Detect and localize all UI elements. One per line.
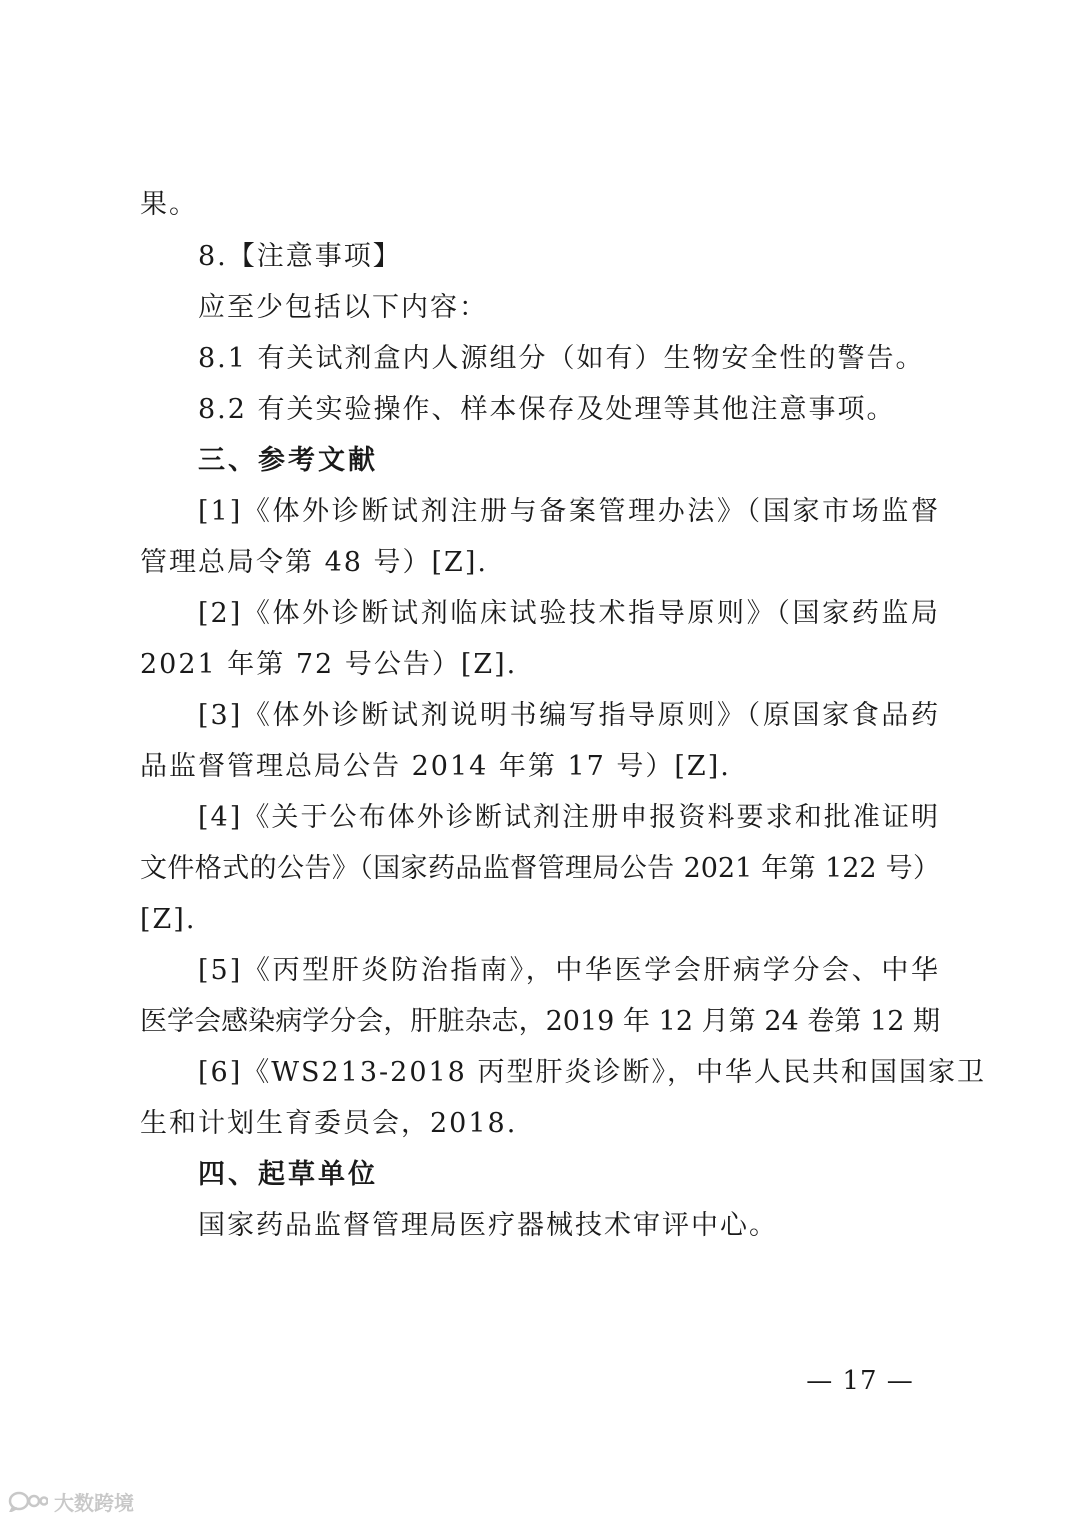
reference-4-line-1: [4]《关于公布体外诊断试剂注册申报资料要求和批准证明 — [198, 802, 940, 833]
reference-5-line-2: 医学会感染病学分会，肝脏杂志，2019 年 12 月第 24 卷第 12 期 — [140, 1006, 940, 1037]
list-item-8-2: 8.2 有关实验操作、样本保存及处理等其他注意事项。 — [198, 394, 896, 425]
section-8-heading: 8.【注意事项】 — [198, 241, 402, 272]
page-number: — 17 — — [806, 1366, 914, 1396]
body-text-line: 应至少包括以下内容： — [198, 292, 488, 323]
watermark-text: 大数跨境 — [54, 1490, 134, 1515]
drafting-unit-text: 国家药品监督管理局医疗器械技术审评中心。 — [198, 1210, 778, 1241]
reference-1-line-2: 管理总局令第 48 号）[Z]. — [140, 547, 488, 578]
reference-3-line-1: [3]《体外诊断试剂说明书编写指导原则》（原国家食品药 — [198, 700, 940, 731]
references-heading: 三、参考文献 — [198, 445, 378, 476]
reference-6-line-2: 生和计划生育委员会，2018. — [140, 1108, 518, 1139]
speech-bubble-logo-icon — [8, 1490, 48, 1512]
reference-2-line-2: 2021 年第 72 号公告）[Z]. — [140, 649, 518, 680]
reference-4-line-3: [Z]. — [140, 904, 197, 935]
drafting-unit-heading: 四、起草单位 — [198, 1159, 378, 1190]
reference-4-line-2: 文件格式的公告》（国家药品监督管理局公告 2021 年第 122 号） — [140, 853, 940, 884]
reference-6-line-1: [6]《WS213-2018 丙型肝炎诊断》，中华人民共和国国家卫 — [198, 1057, 986, 1088]
reference-5-line-1: [5]《丙型肝炎防治指南》，中华医学会肝病学分会、中华 — [198, 955, 940, 986]
body-text-line: 果。 — [140, 189, 198, 220]
reference-3-line-2: 品监督管理总局公告 2014 年第 17 号）[Z]. — [140, 751, 731, 782]
watermark — [8, 1488, 134, 1514]
reference-2-line-1: [2]《体外诊断试剂临床试验技术指导原则》（国家药监局 — [198, 598, 940, 629]
list-item-8-1: 8.1 有关试剂盒内人源组分（如有）生物安全性的警告。 — [198, 343, 925, 374]
reference-1-line-1: [1]《体外诊断试剂注册与备案管理办法》（国家市场监督 — [198, 496, 940, 527]
